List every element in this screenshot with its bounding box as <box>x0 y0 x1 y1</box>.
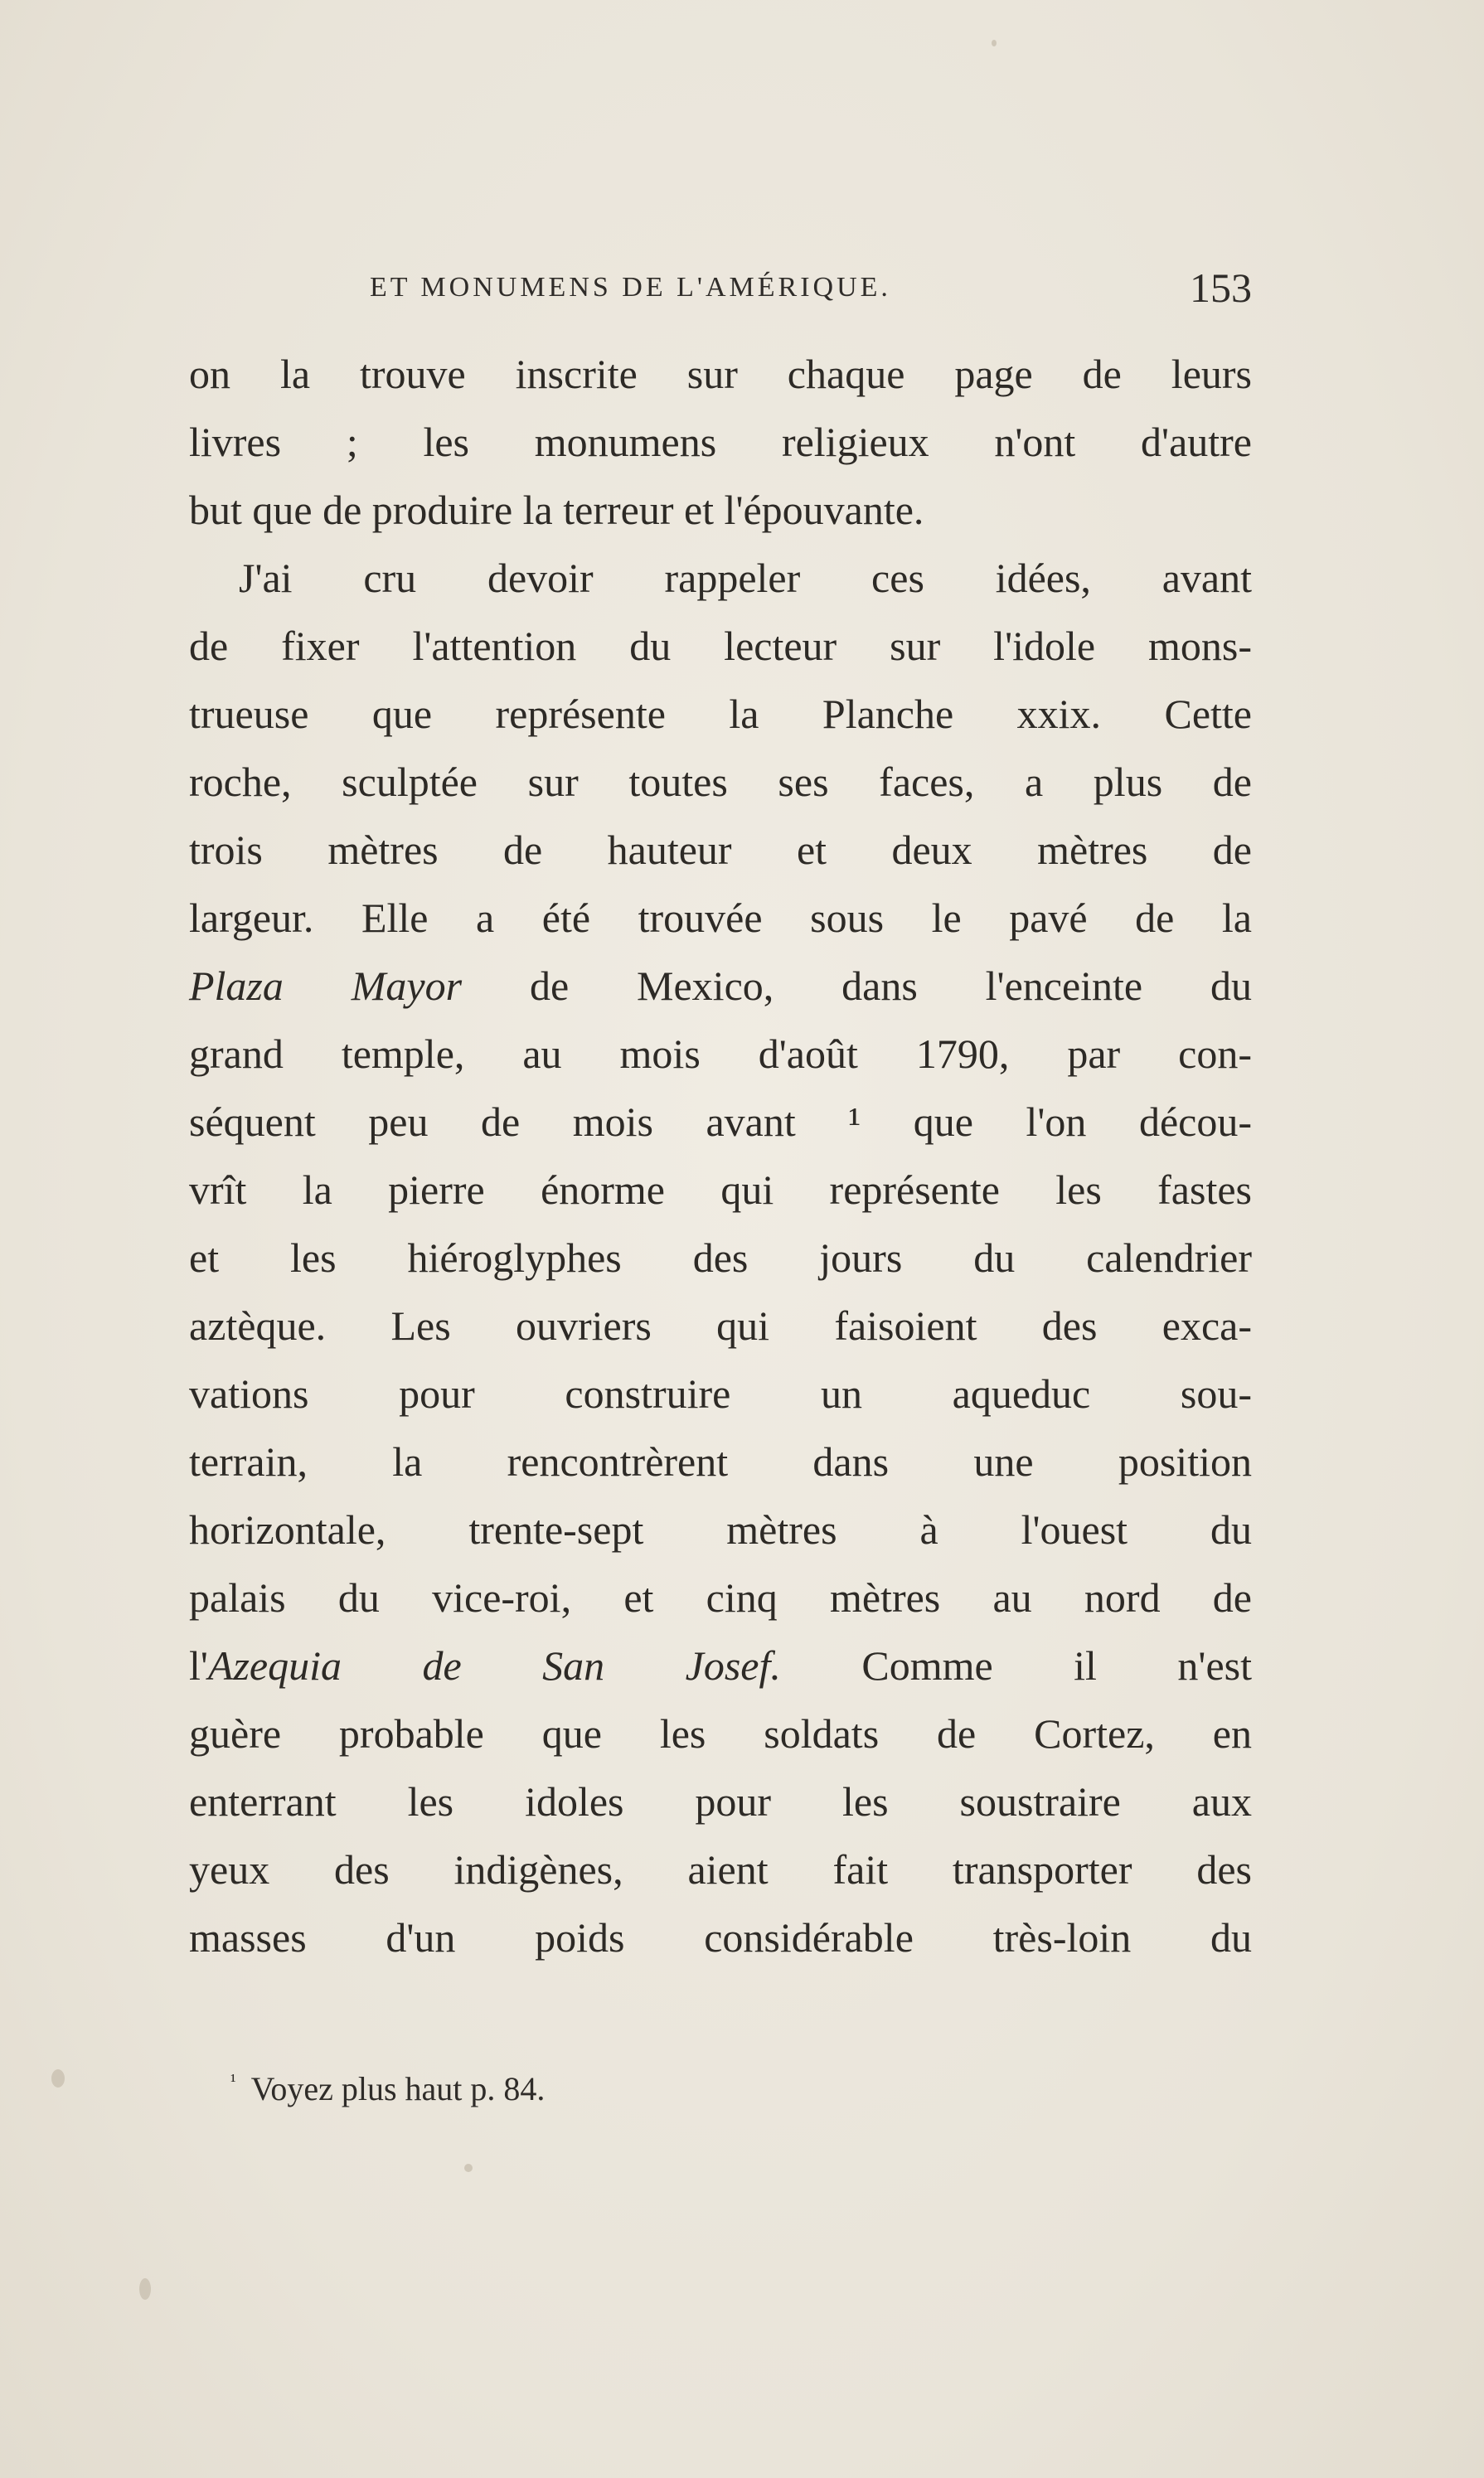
text-line: yeux des indigènes, aient fait transporter des <box>189 1846 1252 1893</box>
footnote-text: Voyez plus haut p. 84. <box>250 2070 546 2107</box>
text-line: séquent peu de mois avant ¹ que l'on décou- <box>189 1098 1252 1145</box>
text-line: but que de produire la terreur et l'épouvante. <box>189 487 924 533</box>
text-line: aztèque. Les ouvriers qui faisoient des exca- <box>189 1302 1252 1349</box>
paper-speck <box>464 2164 473 2172</box>
paper-speck <box>51 2069 65 2088</box>
text-line: largeur. Elle a été trouvée sous le pavé de la <box>189 895 1252 941</box>
text-segment: l' <box>189 1642 208 1689</box>
text-line: trueuse que représente la Planche xxix. Cette <box>189 691 1252 737</box>
text-line: guère probable que les soldats de Cortez, en <box>189 1710 1252 1757</box>
footnote-marker: ¹ <box>230 2070 236 2091</box>
text-line-plaza-mayor <box>189 952 1252 1020</box>
text-line: de fixer l'attention du lecteur sur l'idole mons- <box>189 623 1252 669</box>
text-line: masses d'un poids considérable très-loin du <box>189 1914 1252 1961</box>
italic-text: Azequia de San Josef. <box>207 1642 781 1689</box>
text-line: horizontale, trente-sept mètres à l'ouest du <box>189 1506 1252 1553</box>
text-line: J'ai cru devoir rappeler ces idées, avant <box>239 555 1252 601</box>
italic-text: Plaza Mayor <box>189 963 463 1009</box>
text-line: trois mètres de hauteur et deux mètres de <box>189 827 1252 873</box>
text-line: vrît la pierre énorme qui représente les fastes <box>189 1166 1252 1213</box>
running-head <box>189 264 1252 317</box>
paper-speck <box>139 2278 151 2300</box>
text-line-azequia <box>189 1632 1252 1700</box>
page-number: 153 <box>1190 264 1252 311</box>
footnote <box>230 2069 545 2108</box>
paper-speck <box>992 40 997 46</box>
running-title: ET MONUMENS DE L'AMÉRIQUE. <box>370 272 891 303</box>
text-line: grand temple, au mois d'août 1790, par con- <box>189 1030 1252 1077</box>
text-line: roche, sculptée sur toutes ses faces, a plus de <box>189 759 1252 805</box>
text-line: enterrant les idoles pour les soustraire aux <box>189 1778 1252 1825</box>
text-line: on la trouve inscrite sur chaque page de leurs <box>189 351 1252 397</box>
text-segment: Comme il n'est <box>780 1642 1252 1689</box>
text-segment: de Mexico, dans l'enceinte du <box>462 963 1252 1009</box>
text-line: palais du vice-roi, et cinq mètres au nord de <box>189 1574 1252 1621</box>
body-text <box>189 340 1252 1971</box>
text-line: et les hiéroglyphes des jours du calendrier <box>189 1234 1252 1281</box>
text-line: terrain, la rencontrèrent dans une position <box>189 1438 1252 1485</box>
text-line: vations pour construire un aqueduc sou- <box>189 1370 1252 1417</box>
text-line: livres ; les monumens religieux n'ont d'autre <box>189 419 1252 465</box>
